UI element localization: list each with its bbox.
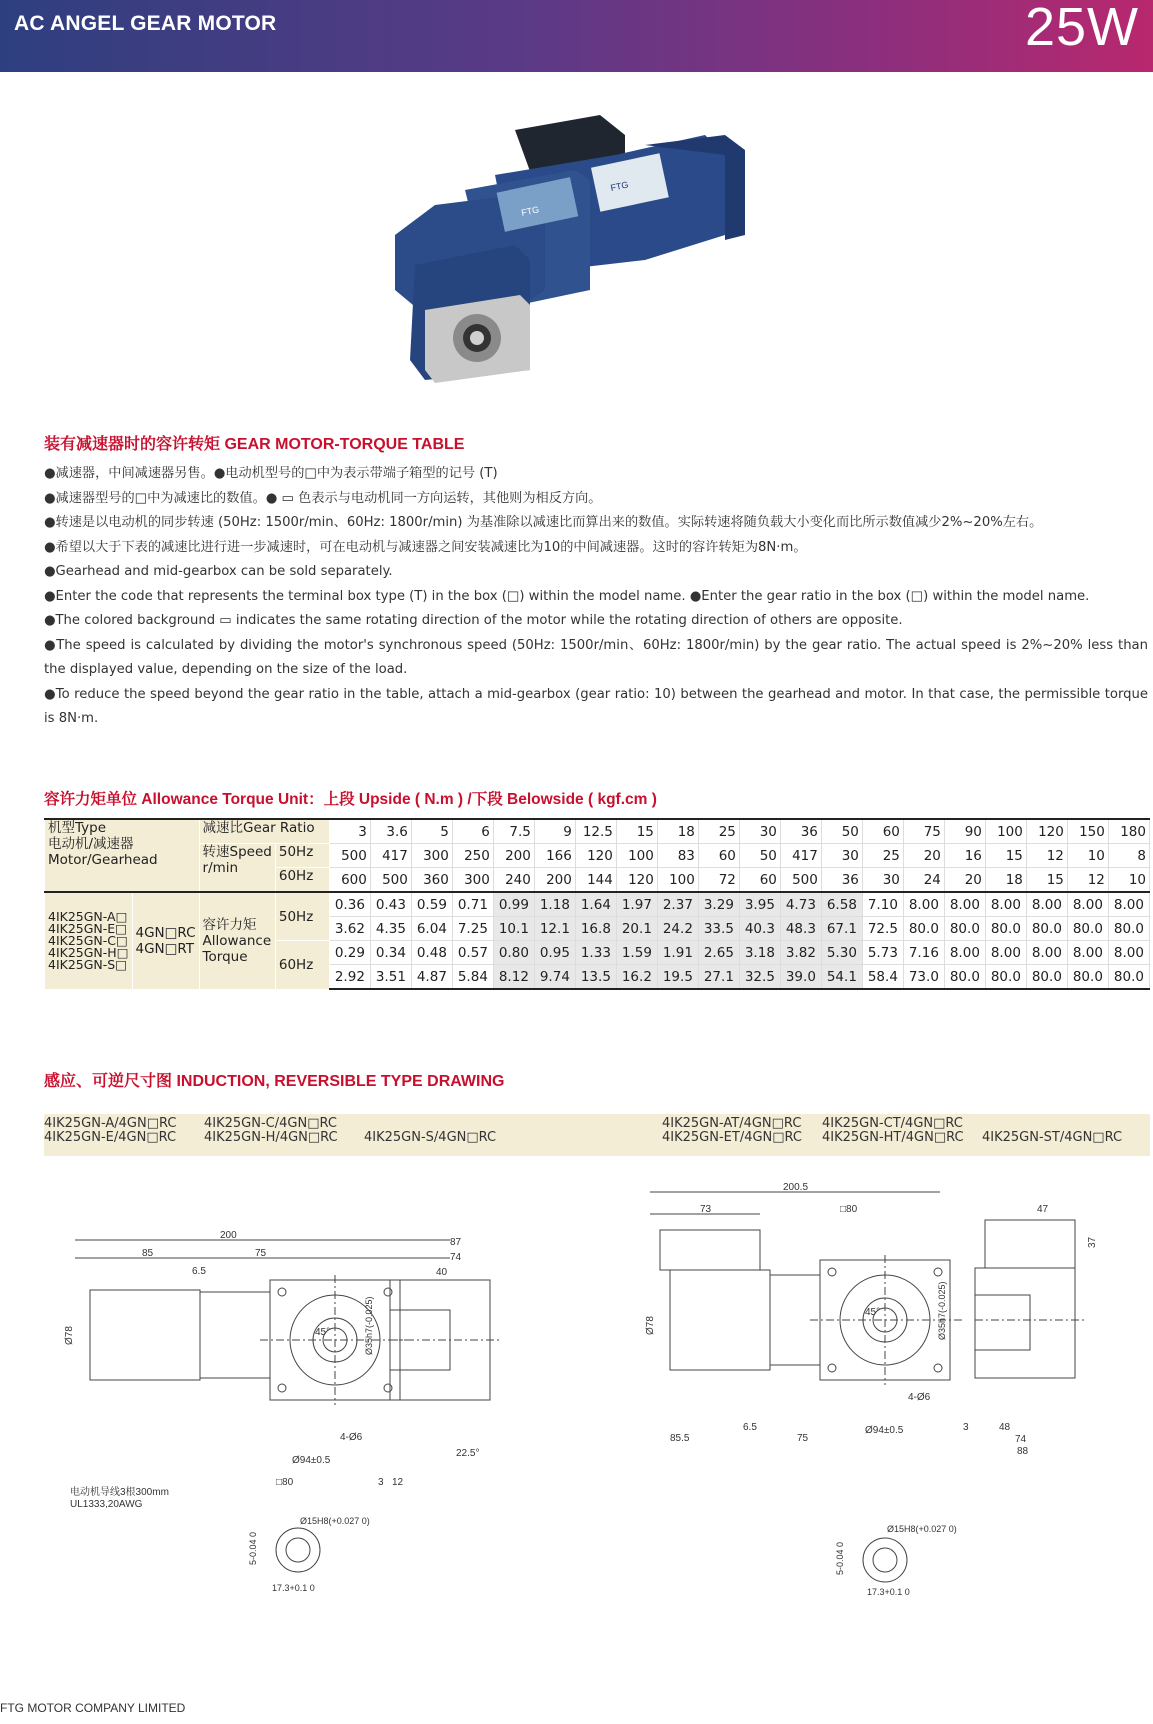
table-cell: 80.0 [985,917,1026,941]
table-cell: 0.29 [329,941,370,965]
ratio-cell: 5 [411,819,452,844]
gear-ratio-header: 减速比Gear Ratio [199,819,329,844]
speed-cell: 36 [821,868,862,893]
table-cell: 8.00 [985,941,1026,965]
ratio-cell: 7.5 [493,819,534,844]
svg-text:17.3+0.1 0: 17.3+0.1 0 [272,1583,315,1593]
ratio-cell: 120 [1026,819,1067,844]
gearhead-models-cell: 4GN□RC 4GN□RT [132,892,199,989]
table-cell: 8.00 [1108,892,1149,917]
torque-50hz-label: 50Hz [275,892,329,941]
ratio-cell: 30 [739,819,780,844]
table-cell: 80.0 [903,917,944,941]
table-cell: 8.00 [903,892,944,917]
speed-cell: 500 [329,844,370,868]
svg-text:电动机导线3根300mm: 电动机导线3根300mm [70,1487,169,1498]
svg-text:200.5: 200.5 [783,1182,809,1193]
speed-cell: 15 [1026,868,1067,893]
table-cell: 1.97 [616,892,657,917]
speed-cell: 8 [1108,844,1149,868]
table-cell: 0.95 [534,941,575,965]
table-cell: 54.1 [821,965,862,990]
table-cell: 0.99 [493,892,534,917]
notes-list [44,462,1148,732]
table-cell: 0.34 [370,941,411,965]
svg-text:5-0.04 0: 5-0.04 0 [835,1541,845,1575]
svg-text:47: 47 [1037,1204,1049,1215]
ratio-cell: 12.5 [575,819,616,844]
note-item: ●To reduce the speed beyond the gear ratio in the table, attach a mid-gearbox (gear ratio: 10) between the gearhead and motor. In that case, the permissible torque is 8N·m. [44,686,1148,726]
table-cell: 13.5 [575,965,616,990]
table-row [45,819,1150,844]
table-cell: 0.57 [452,941,493,965]
table-cell: 80.0 [1067,965,1108,990]
model-list-right-col1: 4IK25GN-AT/4GN□RC 4IK25GN-ET/4GN□RC [662,1116,803,1145]
speed-cell: 83 [657,844,698,868]
ratio-cell: 6 [452,819,493,844]
table-cell: 0.36 [329,892,370,917]
table-cell: 1.91 [657,941,698,965]
ratio-cell: 18 [657,819,698,844]
table-cell: 27.1 [698,965,739,990]
svg-text:4-Ø6: 4-Ø6 [908,1392,931,1403]
speed-cell: 18 [985,868,1026,893]
ratio-cell: 100 [985,819,1026,844]
table-cell: 8.12 [493,965,534,990]
svg-text:Ø78: Ø78 [64,1326,75,1345]
model-list-right-col2: 4IK25GN-CT/4GN□RC 4IK25GN-HT/4GN□RC [822,1116,964,1145]
note-item: ●Gearhead and mid-gearbox can be sold separately. [44,564,393,579]
svg-text:Ø35h7(-0.025): Ø35h7(-0.025) [937,1281,947,1340]
note-item: ●减速器，中间减速器另售。●电动机型号的□中为表示带端子箱型的记号 (T) [44,466,498,481]
svg-text:48: 48 [999,1422,1011,1433]
speed-cell: 50 [739,844,780,868]
table-cell: 7.10 [862,892,903,917]
ratio-cell: 3.6 [370,819,411,844]
table-row [45,892,1150,917]
svg-text:73: 73 [700,1204,712,1215]
ratio-cell: 150 [1067,819,1108,844]
svg-text:45°: 45° [315,1327,331,1338]
table-cell: 67.1 [821,917,862,941]
table-cell: 12.1 [534,917,575,941]
table-cell: 0.80 [493,941,534,965]
svg-text:Ø94±0.5: Ø94±0.5 [292,1455,331,1466]
table-cell: 20.1 [616,917,657,941]
speed-cell: 417 [780,844,821,868]
table-cell: 80.0 [1108,965,1149,990]
table-cell: 16.8 [575,917,616,941]
speed-cell: 500 [370,868,411,893]
table-cell: 7.16 [903,941,944,965]
dimension-drawing-standard [60,1180,560,1600]
table-cell: 3.18 [739,941,780,965]
header-title: AC ANGEL GEAR MOTOR [14,12,277,35]
svg-text:22.5°: 22.5° [456,1448,480,1459]
table-cell: 80.0 [944,917,985,941]
table-cell: 40.3 [739,917,780,941]
speed-cell: 72 [698,868,739,893]
speed-cell: 240 [493,868,534,893]
table-cell: 3.62 [329,917,370,941]
table-cell: 1.59 [616,941,657,965]
speed-cell: 30 [821,844,862,868]
speed-cell: 60 [739,868,780,893]
speed-cell: 360 [411,868,452,893]
torque-table [44,818,1150,990]
speed-cell: 120 [575,844,616,868]
torque-unit-title: 容许力矩单位 Allowance Torque Unit：上段 Upside ( N.m ) /下段 Belowside ( kgf.cm ) [44,791,657,808]
svg-text:200: 200 [220,1230,237,1241]
ratio-cell: 60 [862,819,903,844]
speed-cell: 100 [657,868,698,893]
svg-text:85: 85 [142,1248,154,1259]
header-wattage: 25W [1024,0,1139,57]
table-cell: 1.64 [575,892,616,917]
footer-company: FTG MOTOR COMPANY LIMITED [0,1701,186,1715]
table-cell: 4.73 [780,892,821,917]
note-item: ●转速是以电动机的同步转速 (50Hz: 1500r/min、60Hz: 1800r/min) 为基准除以减速比而算出来的数值。实际转速将随负载大小变化而比所示数值减少2%~20%左右。 [44,515,1043,530]
svg-text:Ø78: Ø78 [645,1316,656,1335]
table-cell: 0.59 [411,892,452,917]
model-list-left-col2: 4IK25GN-C/4GN□RC 4IK25GN-H/4GN□RC [204,1116,338,1145]
ratio-cell: 9 [534,819,575,844]
speed-cell: 16 [944,844,985,868]
svg-text:74: 74 [450,1252,462,1263]
speed-cell: 30 [862,868,903,893]
table-cell: 80.0 [1108,917,1149,941]
table-cell: 8.00 [944,892,985,917]
table-cell: 0.71 [452,892,493,917]
table-cell: 7.25 [452,917,493,941]
table-cell: 48.3 [780,917,821,941]
table-cell: 6.04 [411,917,452,941]
table-cell: 32.5 [739,965,780,990]
model-list-left-col1: 4IK25GN-A/4GN□RC 4IK25GN-E/4GN□RC [44,1116,177,1145]
speed-cell: 300 [452,868,493,893]
svg-text:Ø15H8(+0.027 0): Ø15H8(+0.027 0) [887,1524,957,1534]
svg-text:Ø94±0.5: Ø94±0.5 [865,1425,904,1436]
table-cell: 3.29 [698,892,739,917]
speed-header: 转速Speed r/min [199,844,275,893]
torque-header: 容许力矩 Allowance Torque [199,892,275,989]
table-cell: 5.30 [821,941,862,965]
model-list-right-col3: 4IK25GN-ST/4GN□RC [982,1130,1123,1145]
table-cell: 39.0 [780,965,821,990]
speed-cell: 200 [493,844,534,868]
table-cell: 80.0 [1026,917,1067,941]
svg-text:4-Ø6: 4-Ø6 [340,1432,363,1443]
table-cell: 4.35 [370,917,411,941]
svg-text:12: 12 [392,1477,404,1488]
svg-text:37: 37 [1087,1236,1098,1248]
svg-text:88: 88 [1017,1446,1029,1457]
table-cell: 24.2 [657,917,698,941]
ratio-cell: 15 [616,819,657,844]
speed-cell: 10 [1108,868,1149,893]
table-cell: 8.00 [1108,941,1149,965]
svg-text:□80: □80 [840,1204,858,1215]
svg-text:3: 3 [378,1477,384,1488]
ratio-cell: 3 [329,819,370,844]
page-header [0,0,1153,72]
table-cell: 8.00 [985,892,1026,917]
note-item: ●The speed is calculated by dividing the motor's synchronous speed (50Hz: 1500r/min、60Hz: 1800r/min) by the gear ratio. The actual speed is 2%~20% less than the displayed value, depending on the size of the load. [44,637,1148,677]
svg-text:Ø35h7(-0.025): Ø35h7(-0.025) [364,1296,374,1355]
table-cell: 3.95 [739,892,780,917]
svg-text:85.5: 85.5 [670,1433,690,1444]
table-cell: 0.43 [370,892,411,917]
speed-cell: 25 [862,844,903,868]
svg-text:75: 75 [797,1433,809,1444]
table-cell: 8.00 [1026,892,1067,917]
ratio-cell: 50 [821,819,862,844]
ratio-cell: 90 [944,819,985,844]
table-cell: 1.33 [575,941,616,965]
speed-cell: 12 [1067,868,1108,893]
speed-cell: 24 [903,868,944,893]
table-cell: 5.73 [862,941,903,965]
table-cell: 2.65 [698,941,739,965]
svg-text:75: 75 [255,1248,267,1259]
model-list-left-col3: 4IK25GN-S/4GN□RC [364,1130,497,1145]
speed-cell: 300 [411,844,452,868]
gear-motor-photo [395,115,765,420]
svg-text:17.3+0.1 0: 17.3+0.1 0 [867,1587,910,1597]
speed-cell: 12 [1026,844,1067,868]
svg-text:40: 40 [436,1267,448,1278]
table-cell: 4.87 [411,965,452,990]
table-cell: 3.51 [370,965,411,990]
speed-cell: 10 [1067,844,1108,868]
torque-table-title: 装有减速器时的容许转矩 GEAR MOTOR-TORQUE TABLE [44,436,465,453]
dimension-drawing-terminal-box [645,1160,1145,1600]
table-cell: 9.74 [534,965,575,990]
ratio-cell: 180 [1108,819,1149,844]
table-cell: 8.00 [1067,941,1108,965]
svg-text:6.5: 6.5 [192,1266,206,1277]
table-cell: 10.1 [493,917,534,941]
svg-text:5-0.04 0: 5-0.04 0 [248,1531,258,1565]
speed-cell: 600 [329,868,370,893]
speed-cell: 120 [616,868,657,893]
ratio-cell: 25 [698,819,739,844]
table-cell: 19.5 [657,965,698,990]
type-header: 机型Type 电动机/减速器 Motor/Gearhead [45,819,200,892]
speed-cell: 15 [985,844,1026,868]
motor-models-cell: 4IK25GN-A□ 4IK25GN-E□ 4IK25GN-C□ 4IK25GN-H□ 4IK25GN-S□ [45,892,133,989]
table-cell: 33.5 [698,917,739,941]
speed-60hz-label: 60Hz [275,868,329,893]
speed-cell: 20 [944,868,985,893]
speed-cell: 250 [452,844,493,868]
table-cell: 8.00 [1026,941,1067,965]
motor-label-1: FTG [520,204,541,218]
table-cell: 58.4 [862,965,903,990]
svg-text:UL1333,20AWG: UL1333,20AWG [70,1499,143,1510]
svg-text:74: 74 [1015,1434,1027,1445]
table-cell: 3.82 [780,941,821,965]
table-cell: 8.00 [1067,892,1108,917]
svg-text:87: 87 [450,1237,462,1248]
table-cell: 80.0 [944,965,985,990]
table-cell: 80.0 [1026,965,1067,990]
svg-text:3: 3 [963,1422,969,1433]
table-cell: 73.0 [903,965,944,990]
torque-60hz-label: 60Hz [275,941,329,990]
note-item: ●The colored background ▭ indicates the same rotating direction of the motor while the rotating direction of others are opposite. [44,613,903,628]
speed-cell: 166 [534,844,575,868]
speed-cell: 100 [616,844,657,868]
table-cell: 16.2 [616,965,657,990]
table-cell: 0.48 [411,941,452,965]
table-cell: 8.00 [944,941,985,965]
table-cell: 2.92 [329,965,370,990]
speed-cell: 500 [780,868,821,893]
speed-cell: 144 [575,868,616,893]
note-item: ●减速器型号的□中为减速比的数值。● ▭ 色表示与电动机同一方向运转，其他则为相反方向。 [44,490,602,506]
table-row [45,844,1150,868]
table-cell: 1.18 [534,892,575,917]
motor-label-2: FTG [609,179,630,194]
speed-cell: 200 [534,868,575,893]
svg-text:6.5: 6.5 [743,1422,757,1433]
table-cell: 80.0 [985,965,1026,990]
table-cell: 72.5 [862,917,903,941]
table-cell: 80.0 [1067,917,1108,941]
svg-text:Ø15H8(+0.027 0): Ø15H8(+0.027 0) [300,1516,370,1526]
table-cell: 6.58 [821,892,862,917]
drawing-title: 感应、可逆尺寸图 INDUCTION, REVERSIBLE TYPE DRAWING [44,1073,505,1090]
speed-cell: 60 [698,844,739,868]
note-item: ●Enter the code that represents the terminal box type (T) in the box (□) within the model name. ●Enter the gear ratio in the box (□) within the model name. [44,588,1090,604]
svg-text:□80: □80 [276,1477,294,1488]
speed-cell: 417 [370,844,411,868]
svg-text:45°: 45° [865,1307,881,1318]
ratio-cell: 75 [903,819,944,844]
table-cell: 2.37 [657,892,698,917]
table-cell: 5.84 [452,965,493,990]
note-item: ●希望以大于下表的减速比进行进一步减速时，可在电动机与减速器之间安装减速比为10的中间减速器。这时的容许转矩为8N·m。 [44,539,807,555]
ratio-cell: 36 [780,819,821,844]
speed-50hz-label: 50Hz [275,844,329,868]
speed-cell: 20 [903,844,944,868]
